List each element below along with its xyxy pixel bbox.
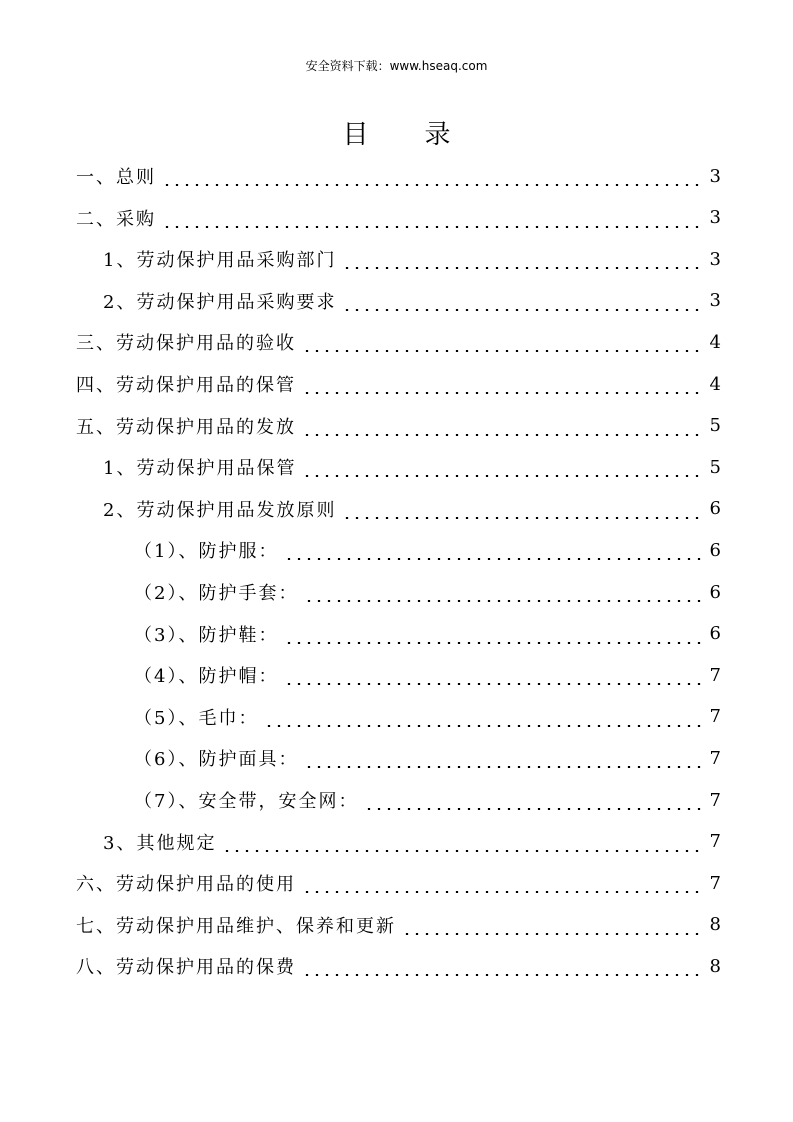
dot-leader xyxy=(284,558,703,560)
toc-entry[interactable] xyxy=(76,198,721,238)
toc-entry[interactable] xyxy=(76,905,721,945)
toc-title-char-2: 录 xyxy=(424,120,451,150)
toc-entry-page: 8 xyxy=(709,955,721,977)
toc-entry[interactable] xyxy=(103,489,721,529)
toc-entry-label: 2、劳动保护用品采购要求 xyxy=(103,291,337,313)
dot-leader xyxy=(284,642,703,644)
toc-entry-label: 1、劳动保护用品保管 xyxy=(103,458,297,480)
toc-entry-label: 3、其他规定 xyxy=(103,832,217,854)
toc-entry-page: 6 xyxy=(709,498,721,520)
toc-entry-label: 七、劳动保护用品维护、保养和更新 xyxy=(76,915,396,937)
dot-leader xyxy=(302,891,704,893)
toc-title xyxy=(0,114,793,151)
toc-entry[interactable] xyxy=(134,697,721,737)
toc-entry-page: 5 xyxy=(709,415,721,437)
toc-entry-page: 6 xyxy=(709,623,721,645)
dot-leader xyxy=(222,850,703,852)
toc-entry-label: （2）、防护手套： xyxy=(134,583,299,604)
toc-entry[interactable] xyxy=(103,281,721,321)
toc-entry-label: 八、劳动保护用品的保费 xyxy=(76,957,296,979)
toc-entry-page: 3 xyxy=(709,165,721,187)
toc-entry[interactable] xyxy=(134,655,721,695)
toc-entry-page: 7 xyxy=(709,872,721,894)
dot-leader xyxy=(304,766,703,768)
toc-entry-page: 3 xyxy=(709,207,721,229)
toc-entry-label: （6）、防护面具： xyxy=(134,749,299,771)
toc-entry-label: 四、劳动保护用品的保管 xyxy=(76,375,296,396)
dot-leader xyxy=(364,808,703,810)
toc-entry-label: 二、采购 xyxy=(76,208,156,230)
dot-leader xyxy=(302,434,704,436)
toc-entry-label: 1、劳动保护用品采购部门 xyxy=(103,250,337,272)
toc-entry-label: 三、劳动保护用品的验收 xyxy=(76,333,296,355)
toc-entry-label: 五、劳动保护用品的发放 xyxy=(76,416,296,438)
toc-entry[interactable] xyxy=(134,614,721,654)
toc-entry-label: 一、总则 xyxy=(76,167,156,188)
toc-entry-page: 6 xyxy=(709,581,721,603)
toc-entry-label: （5）、毛巾： xyxy=(134,707,259,729)
toc-entry[interactable] xyxy=(103,822,721,862)
toc-entry-label: （4）、防护帽： xyxy=(134,666,279,688)
toc-entry-page: 6 xyxy=(709,539,721,561)
toc-entry[interactable] xyxy=(134,572,721,612)
toc-entry-label: （3）、防护鞋： xyxy=(134,624,279,646)
dot-leader xyxy=(302,974,704,976)
dot-leader xyxy=(402,933,704,935)
dot-leader xyxy=(162,226,704,228)
dot-leader xyxy=(342,267,703,269)
toc-entry-page: 4 xyxy=(709,373,721,395)
toc-entry[interactable] xyxy=(103,447,721,487)
dot-leader xyxy=(302,350,704,352)
toc-entry[interactable] xyxy=(76,406,721,446)
toc-title-char-1: 目 xyxy=(342,120,369,150)
toc-entry-page: 7 xyxy=(709,789,721,811)
toc-entry-page: 7 xyxy=(709,706,721,728)
page-header: 安全资料下载：www.hseaq.com xyxy=(305,59,488,73)
dot-leader xyxy=(302,475,703,477)
toc-entry-page: 7 xyxy=(709,664,721,686)
dot-leader xyxy=(302,392,704,394)
toc-entry-page: 3 xyxy=(709,248,721,270)
toc-entry[interactable] xyxy=(134,738,721,778)
dot-leader xyxy=(304,600,703,602)
toc-entry-label: 2、劳动保护用品发放原则 xyxy=(103,499,337,521)
toc-entry-label: （1）、防护服： xyxy=(134,541,279,563)
toc-entry-label: （7）、安全带，安全网： xyxy=(134,791,359,812)
toc-entry-page: 4 xyxy=(709,331,721,353)
toc-entry[interactable] xyxy=(76,322,721,362)
toc-entry-page: 7 xyxy=(709,747,721,769)
toc-entry[interactable] xyxy=(134,530,721,570)
toc-entry[interactable] xyxy=(103,239,721,279)
dot-leader xyxy=(162,184,704,186)
toc-entry-page: 7 xyxy=(709,831,721,853)
toc-entry[interactable] xyxy=(134,780,721,820)
toc-entry-page: 5 xyxy=(709,456,721,478)
dot-leader xyxy=(284,683,703,685)
toc-entry-label: 六、劳动保护用品的使用 xyxy=(76,874,296,896)
dot-leader xyxy=(264,725,703,727)
toc-entry[interactable] xyxy=(76,156,721,196)
toc-entry-page: 3 xyxy=(709,290,721,312)
toc-entry[interactable] xyxy=(76,364,721,404)
toc-entry[interactable] xyxy=(76,863,721,903)
dot-leader xyxy=(342,517,703,519)
toc-entry-page: 8 xyxy=(709,914,721,936)
toc-entry[interactable] xyxy=(76,946,721,986)
dot-leader xyxy=(342,309,703,311)
